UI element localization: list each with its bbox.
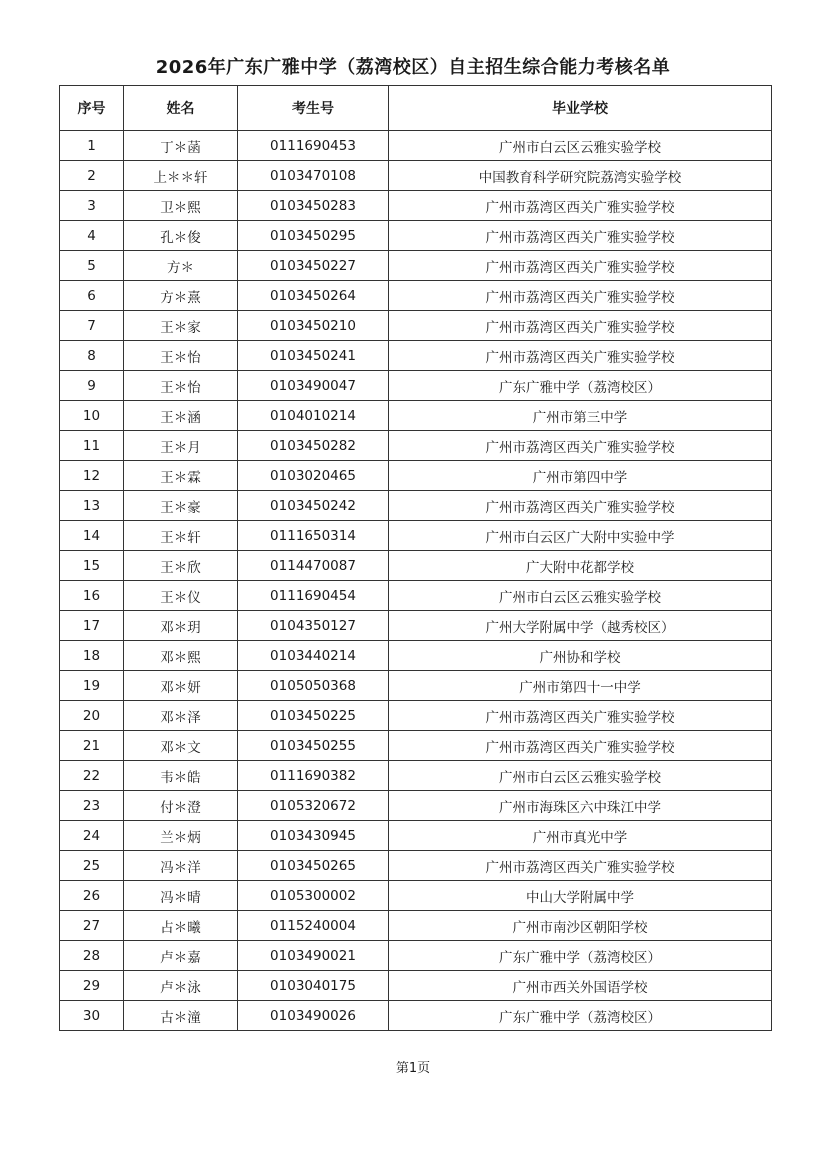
cell-no: 3	[60, 191, 124, 221]
cell-name: 王＊月	[124, 431, 238, 461]
candidate-table	[59, 85, 772, 1031]
header-exam-id: 考生号	[238, 86, 389, 131]
table-row	[60, 971, 772, 1001]
cell-no: 14	[60, 521, 124, 551]
cell-no: 9	[60, 371, 124, 401]
cell-exam-id: 0103490021	[238, 941, 389, 971]
cell-exam-id: 0103490047	[238, 371, 389, 401]
table-row	[60, 431, 772, 461]
cell-school: 广州市荔湾区西关广雅实验学校	[389, 221, 772, 251]
table-row	[60, 761, 772, 791]
table-row	[60, 881, 772, 911]
cell-no: 23	[60, 791, 124, 821]
cell-name: 卢＊嘉	[124, 941, 238, 971]
cell-exam-id: 0105320672	[238, 791, 389, 821]
cell-school: 广州市荔湾区西关广雅实验学校	[389, 341, 772, 371]
cell-exam-id: 0103450282	[238, 431, 389, 461]
cell-exam-id: 0103450255	[238, 731, 389, 761]
table-row	[60, 941, 772, 971]
table-row	[60, 731, 772, 761]
header-name: 姓名	[124, 86, 238, 131]
cell-no: 30	[60, 1001, 124, 1031]
cell-no: 2	[60, 161, 124, 191]
cell-no: 12	[60, 461, 124, 491]
cell-name: 邓＊玥	[124, 611, 238, 641]
cell-exam-id: 0111690453	[238, 131, 389, 161]
cell-exam-id: 0115240004	[238, 911, 389, 941]
table-row	[60, 851, 772, 881]
cell-exam-id: 0103440214	[238, 641, 389, 671]
table-row	[60, 371, 772, 401]
cell-no: 13	[60, 491, 124, 521]
cell-name: 邓＊妍	[124, 671, 238, 701]
cell-exam-id: 0103450264	[238, 281, 389, 311]
cell-exam-id: 0103450225	[238, 701, 389, 731]
cell-name: 王＊豪	[124, 491, 238, 521]
cell-school: 广州大学附属中学（越秀校区）	[389, 611, 772, 641]
table-header	[60, 86, 772, 131]
cell-no: 25	[60, 851, 124, 881]
table-row	[60, 131, 772, 161]
cell-name: 占＊曦	[124, 911, 238, 941]
table-row	[60, 311, 772, 341]
cell-school: 广东广雅中学（荔湾校区）	[389, 941, 772, 971]
cell-school: 中国教育科学研究院荔湾实验学校	[389, 161, 772, 191]
cell-no: 10	[60, 401, 124, 431]
header-row	[60, 86, 772, 131]
cell-school: 广州市荔湾区西关广雅实验学校	[389, 701, 772, 731]
cell-exam-id: 0103430945	[238, 821, 389, 851]
cell-school: 广州市荔湾区西关广雅实验学校	[389, 431, 772, 461]
cell-name: 王＊涵	[124, 401, 238, 431]
cell-no: 1	[60, 131, 124, 161]
cell-exam-id: 0111650314	[238, 521, 389, 551]
cell-name: 方＊熹	[124, 281, 238, 311]
cell-school: 广州市白云区云雅实验学校	[389, 581, 772, 611]
cell-name: 卫＊熙	[124, 191, 238, 221]
cell-school: 广东广雅中学（荔湾校区）	[389, 1001, 772, 1031]
table-body	[60, 131, 772, 1031]
cell-exam-id: 0104010214	[238, 401, 389, 431]
cell-exam-id: 0111690454	[238, 581, 389, 611]
cell-school: 广州市真光中学	[389, 821, 772, 851]
cell-exam-id: 0105300002	[238, 881, 389, 911]
cell-name: 王＊怡	[124, 341, 238, 371]
cell-exam-id: 0103450210	[238, 311, 389, 341]
cell-exam-id: 0103450242	[238, 491, 389, 521]
cell-no: 11	[60, 431, 124, 461]
cell-no: 24	[60, 821, 124, 851]
table-row	[60, 581, 772, 611]
table-row	[60, 491, 772, 521]
cell-exam-id: 0103450295	[238, 221, 389, 251]
table-row	[60, 611, 772, 641]
cell-name: 卢＊泳	[124, 971, 238, 1001]
table-row	[60, 551, 772, 581]
table-row	[60, 671, 772, 701]
cell-no: 18	[60, 641, 124, 671]
cell-name: 付＊澄	[124, 791, 238, 821]
cell-exam-id: 0103450241	[238, 341, 389, 371]
cell-school: 广州市南沙区朝阳学校	[389, 911, 772, 941]
cell-no: 26	[60, 881, 124, 911]
cell-no: 21	[60, 731, 124, 761]
cell-name: 上＊＊轩	[124, 161, 238, 191]
cell-no: 4	[60, 221, 124, 251]
cell-exam-id: 0103450227	[238, 251, 389, 281]
cell-name: 王＊仪	[124, 581, 238, 611]
cell-school: 广州市西关外国语学校	[389, 971, 772, 1001]
cell-name: 韦＊皓	[124, 761, 238, 791]
cell-name: 古＊潼	[124, 1001, 238, 1031]
cell-school: 中山大学附属中学	[389, 881, 772, 911]
cell-exam-id: 0103450265	[238, 851, 389, 881]
cell-name: 邓＊文	[124, 731, 238, 761]
table-row	[60, 701, 772, 731]
cell-no: 29	[60, 971, 124, 1001]
cell-no: 8	[60, 341, 124, 371]
cell-name: 冯＊洋	[124, 851, 238, 881]
cell-school: 广州市荔湾区西关广雅实验学校	[389, 311, 772, 341]
cell-exam-id: 0103040175	[238, 971, 389, 1001]
cell-school: 广州市荔湾区西关广雅实验学校	[389, 191, 772, 221]
cell-school: 广州市荔湾区西关广雅实验学校	[389, 251, 772, 281]
cell-no: 6	[60, 281, 124, 311]
cell-no: 16	[60, 581, 124, 611]
header-no: 序号	[60, 86, 124, 131]
cell-no: 20	[60, 701, 124, 731]
cell-name: 孔＊俊	[124, 221, 238, 251]
cell-school: 广州市海珠区六中珠江中学	[389, 791, 772, 821]
cell-school: 广州市白云区广大附中实验中学	[389, 521, 772, 551]
cell-school: 广州市第四十一中学	[389, 671, 772, 701]
document-title: 2026年广东广雅中学（荔湾校区）自主招生综合能力考核名单	[155, 57, 671, 78]
cell-no: 5	[60, 251, 124, 281]
page-number: 第1页	[395, 1061, 431, 1076]
cell-exam-id: 0104350127	[238, 611, 389, 641]
cell-name: 王＊欣	[124, 551, 238, 581]
table-row	[60, 191, 772, 221]
table-row	[60, 821, 772, 851]
cell-no: 28	[60, 941, 124, 971]
cell-school: 广州市第四中学	[389, 461, 772, 491]
cell-name: 方＊	[124, 251, 238, 281]
cell-name: 王＊家	[124, 311, 238, 341]
table-row	[60, 521, 772, 551]
cell-name: 丁＊菡	[124, 131, 238, 161]
cell-name: 王＊轩	[124, 521, 238, 551]
cell-exam-id: 0103490026	[238, 1001, 389, 1031]
table-row	[60, 281, 772, 311]
cell-name: 冯＊晴	[124, 881, 238, 911]
cell-no: 27	[60, 911, 124, 941]
cell-school: 广州市荔湾区西关广雅实验学校	[389, 851, 772, 881]
cell-school: 广州市第三中学	[389, 401, 772, 431]
cell-school: 广州市荔湾区西关广雅实验学校	[389, 281, 772, 311]
cell-school: 广州协和学校	[389, 641, 772, 671]
cell-no: 15	[60, 551, 124, 581]
cell-name: 王＊怡	[124, 371, 238, 401]
cell-no: 7	[60, 311, 124, 341]
table-row	[60, 911, 772, 941]
table-row	[60, 251, 772, 281]
cell-exam-id: 0103450283	[238, 191, 389, 221]
table-row	[60, 161, 772, 191]
cell-no: 22	[60, 761, 124, 791]
table-row	[60, 1001, 772, 1031]
cell-school: 广大附中花都学校	[389, 551, 772, 581]
table-row	[60, 791, 772, 821]
cell-exam-id: 0103470108	[238, 161, 389, 191]
cell-name: 邓＊熙	[124, 641, 238, 671]
cell-name: 邓＊泽	[124, 701, 238, 731]
table-row	[60, 401, 772, 431]
header-school: 毕业学校	[389, 86, 772, 131]
cell-exam-id: 0105050368	[238, 671, 389, 701]
cell-school: 广州市白云区云雅实验学校	[389, 131, 772, 161]
table-row	[60, 461, 772, 491]
table-row	[60, 341, 772, 371]
cell-school: 广州市荔湾区西关广雅实验学校	[389, 731, 772, 761]
cell-school: 广东广雅中学（荔湾校区）	[389, 371, 772, 401]
cell-exam-id: 0111690382	[238, 761, 389, 791]
cell-exam-id: 0114470087	[238, 551, 389, 581]
cell-name: 王＊霖	[124, 461, 238, 491]
cell-name: 兰＊炳	[124, 821, 238, 851]
cell-school: 广州市荔湾区西关广雅实验学校	[389, 491, 772, 521]
cell-school: 广州市白云区云雅实验学校	[389, 761, 772, 791]
table-row	[60, 221, 772, 251]
cell-no: 19	[60, 671, 124, 701]
table-row	[60, 641, 772, 671]
cell-exam-id: 0103020465	[238, 461, 389, 491]
cell-no: 17	[60, 611, 124, 641]
